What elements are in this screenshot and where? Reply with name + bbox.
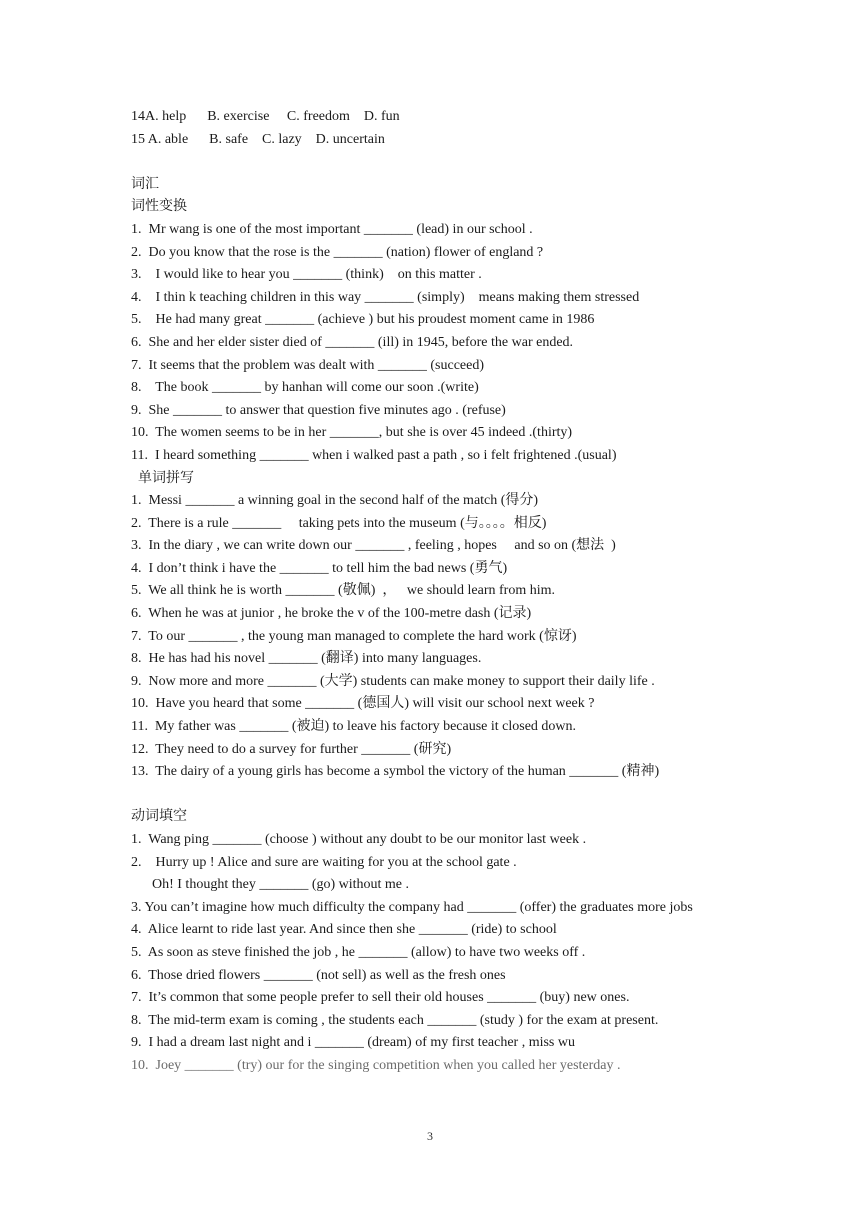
wordform-item: 10. The women seems to be in her _______, but she is over 45 indeed .(thirty) (131, 425, 573, 441)
section-heading-vocab: 词汇 (131, 176, 159, 192)
verb-item: 1. Wang ping _______ (choose ) without any doubt to be our monitor last week . (131, 832, 587, 847)
worksheet-content (131, 106, 741, 1078)
spelling-item: 4. I don’t think i have the _______ to tell him the bad news (勇气) (131, 560, 508, 576)
verb-item: 9. I had a dream last night and i _______ (dream) of my first teacher , miss wu (131, 1035, 575, 1051)
spacer (131, 151, 741, 174)
wordform-item: 8. The book _______ by hanhan will come our soon .(write) (131, 380, 479, 396)
spelling-item: 5. We all think he is worth _______ (敬佩) ， we should learn from him. (131, 583, 555, 599)
verb-item: 7. It’s common that some people prefer to sell their old houses _______ (buy) new ones. (131, 990, 630, 1006)
spelling-item: 2. There is a rule _______ taking pets into the museum (与。。。。相反) (131, 515, 547, 531)
verb-item: 10. Joey _______ (try) our for the singing competition when you called her yesterday . (131, 1057, 621, 1073)
spelling-item: 13. The dairy of a young girls has become a symbol the victory of the human _______ (精神) (131, 764, 660, 780)
verb-item: 8. The mid-term exam is coming , the students each _______ (study ) for the exam at present. (131, 1012, 659, 1028)
subsection-heading-wordform: 词性变换 (131, 199, 187, 215)
spelling-item: 9. Now more and more _______ (大学) students can make money to support their daily life . (131, 673, 655, 689)
spacer (131, 784, 741, 807)
wordform-item: 7. It seems that the problem was dealt with _______ (succeed) (131, 357, 485, 373)
wordform-item: 2. Do you know that the rose is the _______ (nation) flower of england ? (131, 244, 544, 260)
wordform-item: 11. I heard something _______ when i walked past a path , so i felt frightened .(usual) (131, 447, 617, 463)
verb-item: 5. As soon as steve finished the job , he _______ (allow) to have two weeks off . (131, 944, 586, 960)
spelling-item: 10. Have you heard that some _______ (德国人) will visit our school next week ? (131, 696, 595, 712)
wordform-item: 4. I thin k teaching children in this way _______ (simply) means making them stressed (131, 289, 640, 305)
verb-item: 2. Hurry up ! Alice and sure are waiting for you at the school gate . (131, 854, 517, 870)
option-line-14: 14A. help B. exercise C. freedom D. fun (131, 109, 400, 124)
wordform-item: 6. She and her elder sister died of _______ (ill) in 1945, before the war ended. (131, 334, 574, 350)
verb-item: Oh! I thought they _______ (go) without me . (131, 877, 410, 893)
wordform-item: 1. Mr wang is one of the most important _______ (lead) in our school . (131, 221, 533, 237)
spelling-item: 3. In the diary , we can write down our _______ , feeling , hopes and so on (想法 ) (131, 538, 616, 554)
spelling-item: 1. Messi _______ a winning goal in the second half of the match (得分) (131, 493, 539, 509)
verb-item: 4. Alice learnt to ride last year. And since then she _______ (ride) to school (131, 922, 557, 938)
spelling-item: 7. To our _______ , the young man managed to complete the hard work (惊讶) (131, 628, 577, 644)
page-number: 3 (427, 1129, 433, 1143)
wordform-item: 9. She _______ to answer that question five minutes ago . (refuse) (131, 402, 506, 418)
spelling-item: 12. They need to do a survey for further _______ (研究) (131, 741, 452, 757)
spelling-item: 11. My father was _______ (被迫) to leave his factory because it closed down. (131, 719, 577, 735)
spelling-item: 8. He has had his novel _______ (翻译) into many languages. (131, 651, 482, 667)
option-line-15: 15 A. able B. safe C. lazy D. uncertain (131, 131, 385, 147)
verb-item: 3. You can’t imagine how much difficulty the company had _______ (offer) the graduates more jobs (131, 899, 693, 915)
wordform-item: 5. He had many great _______ (achieve ) but his proudest moment came in 1986 (131, 312, 595, 328)
subsection-heading-spelling: 单词拼写 (131, 470, 194, 486)
spelling-item: 6. When he was at junior , he broke the v of the 100-metre dash (记录) (131, 606, 532, 622)
wordform-item: 3. I would like to hear you _______ (think) on this matter . (131, 267, 482, 283)
section-heading-verbs: 动词填空 (131, 809, 187, 825)
verb-item: 6. Those dried flowers _______ (not sell) as well as the fresh ones (131, 967, 506, 983)
